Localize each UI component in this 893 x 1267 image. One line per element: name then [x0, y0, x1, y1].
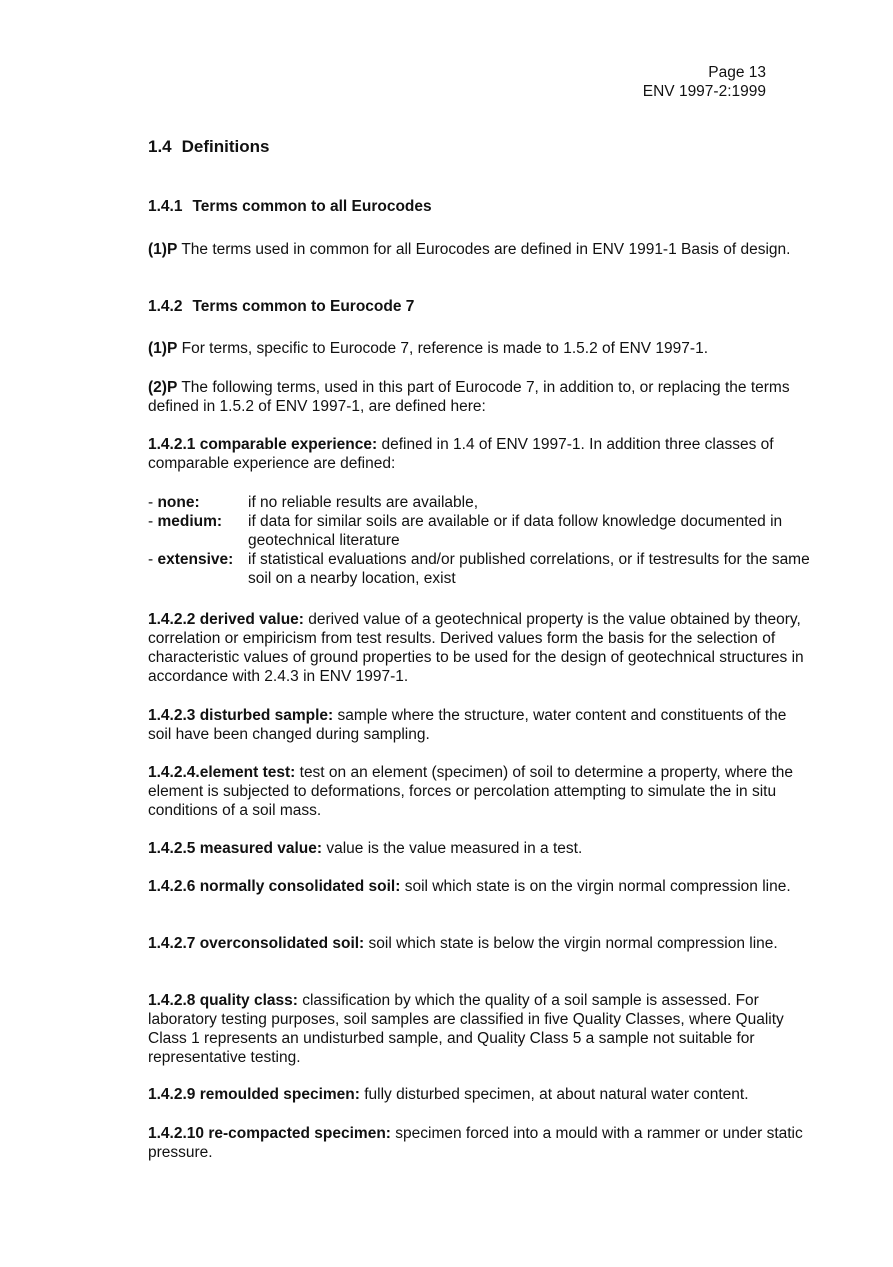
list-item-label: - extensive: [148, 551, 234, 568]
definition-text: classification by which the quality of a soil sample is assessed. For laboratory testing purposes, soil samples are classified in five Quality Classes, where Quality Class 1 represents an undisturbed sample, and Quality Class 5 a sample not suitable for representative testing. [148, 992, 784, 1066]
definition-term: 1.4.2.10 re-compacted specimen: [148, 1125, 391, 1142]
definition-text: value is the value measured in a test. [322, 840, 583, 857]
definition-1-4-2-7 [148, 934, 813, 953]
paragraph-1-4-1-1p [148, 240, 813, 259]
experience-class-list [148, 493, 813, 588]
definition-1-4-2-1 [148, 435, 813, 473]
definition-term: 1.4.2.6 normally consolidated soil: [148, 878, 401, 895]
clause-text: The following terms, used in this part of Eurocode 7, in addition to, or replacing the terms defined in 1.5.2 of ENV 1997-1, are defined here: [148, 379, 790, 415]
definition-text: test on an element (specimen) of soil to determine a property, where the element is subjected to deformations, forces or percolation attempting to simulate the in situ conditions of a soil mass. [148, 764, 794, 819]
list-item [148, 512, 813, 550]
clause-label: (1)P [148, 241, 178, 258]
definition-text: soil which state is on the virgin normal compression line. [400, 878, 791, 895]
definition-1-4-2-6 [148, 877, 813, 896]
subsection-number: 1.4.2 [148, 298, 183, 315]
definition-text: fully disturbed specimen, at about natural water content. [359, 1086, 749, 1103]
definition-term: 1.4.2.4.element test: [148, 764, 296, 781]
list-item-text: if statistical evaluations and/or published correlations, or if testresults for the same soil on a nearby location, exist [248, 551, 810, 587]
definition-term: 1.4.2.5 measured value: [148, 840, 323, 857]
definition-1-4-2-2 [148, 610, 813, 686]
definition-term: 1.4.2.8 quality class: [148, 992, 298, 1009]
definition-term: 1.4.2.7 overconsolidated soil: [148, 935, 365, 952]
subsection-heading-1-4-2 [148, 297, 813, 316]
section-number: 1.4 [148, 137, 172, 156]
definition-text: derived value of a geotechnical property is the value obtained by theory, correlation or empiricism from test results. Derived values form the basis for the selection of characteristic values of ground properties to be used for the design of geotechnical structures in accordance with 2.4.3 in ENV 1997-1. [148, 611, 804, 685]
subsection-title: Terms common to Eurocode 7 [192, 298, 415, 315]
list-item [148, 493, 813, 512]
definition-1-4-2-4 [148, 763, 813, 820]
paragraph-1-4-2-2p [148, 378, 813, 416]
definition-text: sample where the structure, water content and constituents of the soil have been changed during sampling. [148, 707, 787, 743]
list-item-text: if no reliable results are available, [248, 494, 479, 511]
subsection-title: Terms common to all Eurocodes [192, 198, 432, 215]
clause-text: The terms used in common for all Eurocodes are defined in ENV 1991-1 Basis of design. [177, 241, 791, 258]
definition-term: 1.4.2.9 remoulded specimen: [148, 1086, 360, 1103]
definition-1-4-2-5 [148, 839, 813, 858]
definition-1-4-2-9 [148, 1085, 813, 1104]
list-item-label: - medium: [148, 513, 223, 530]
page-header [643, 63, 766, 101]
definition-1-4-2-8 [148, 991, 813, 1067]
subsection-number: 1.4.1 [148, 198, 183, 215]
clause-text: For terms, specific to Eurocode 7, reference is made to 1.5.2 of ENV 1997-1. [177, 340, 708, 357]
paragraph-1-4-2-1p [148, 339, 813, 358]
section-heading [148, 137, 269, 156]
definition-term: 1.4.2.2 derived value: [148, 611, 304, 628]
definition-text: specimen forced into a mould with a rammer or under static pressure. [148, 1125, 803, 1161]
definition-text: soil which state is below the virgin normal compression line. [364, 935, 778, 952]
definition-text: defined in 1.4 of ENV 1997-1. In addition three classes of comparable experience are defined: [148, 436, 774, 472]
list-item [148, 550, 813, 588]
clause-label: (1)P [148, 340, 178, 357]
definition-1-4-2-10 [148, 1124, 813, 1162]
page-number: Page 13 [708, 64, 766, 81]
list-item-text: if data for similar soils are available or if data follow knowledge documented in geotechnical literature [248, 513, 783, 549]
definition-term: 1.4.2.3 disturbed sample: [148, 707, 334, 724]
section-title: Definitions [181, 137, 270, 156]
list-item-label: - none: [148, 494, 200, 511]
subsection-heading-1-4-1 [148, 197, 813, 216]
definition-1-4-2-3 [148, 706, 813, 744]
definition-term: 1.4.2.1 comparable experience: [148, 436, 378, 453]
document-id: ENV 1997-2:1999 [642, 83, 766, 100]
clause-label: (2)P [148, 379, 178, 396]
